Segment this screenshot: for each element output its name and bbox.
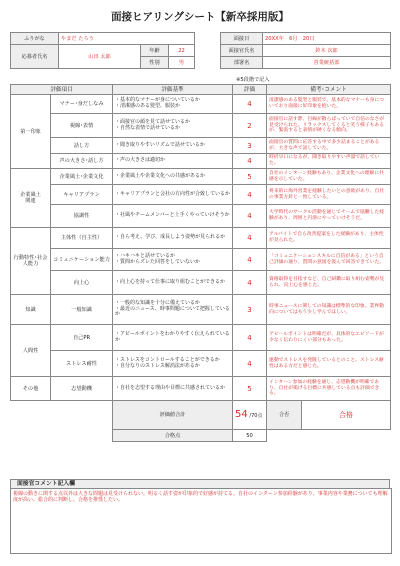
interviewer-value[interactable]: 鈴木 次郎 bbox=[263, 45, 391, 57]
comment-text[interactable]: 時事ニュースに関しての知識は標準的な印象。業界動向についてはもう少し学んでほしい。 bbox=[267, 295, 391, 325]
applicant-info-table bbox=[10, 32, 391, 69]
score-value[interactable]: 4 bbox=[233, 228, 267, 249]
criteria-text: ・ストレスをコントロールすることができるか ・自分なりのストレス解消法があるか bbox=[113, 351, 233, 377]
category-behavior: 行動特性･社会人能力 bbox=[11, 228, 51, 295]
header-comment: 備考･コメント bbox=[267, 85, 391, 95]
score-value[interactable]: 3 bbox=[233, 138, 267, 154]
comment-text[interactable]: 自社のインターン経験もあり、企業文化への理解に共感を示していた。 bbox=[267, 169, 391, 185]
comment-text[interactable]: 将来的に海外営業を経験したいとの意欲があり、自社の事業方針と一致している。 bbox=[267, 185, 391, 205]
criteria-text: ・アピールポイントをわかりやすく伝えられているか bbox=[113, 325, 233, 351]
comment-text[interactable]: 清潔感のある髪型と服装で、基本的なマナーも身についており面接に好印象を抱いた。 bbox=[267, 95, 391, 114]
result-table bbox=[267, 401, 390, 429]
header-item: 評価項目 bbox=[11, 85, 113, 95]
date-label: 面接日 bbox=[221, 33, 263, 45]
criteria-text: ・企業風土や企業文化への共感があるか bbox=[113, 169, 233, 185]
criteria-text: ・キャリアプランと会社の方向性が合致しているか bbox=[113, 185, 233, 205]
result-label: 合否 bbox=[267, 401, 302, 429]
comment-text[interactable]: 時折早口になるが、聞き取りやすい声量で話していた。 bbox=[267, 154, 391, 169]
criteria-text: ・聞き取りやすいリズムで話せているか bbox=[113, 138, 233, 154]
item-label: 主体性（自主性） bbox=[51, 228, 113, 249]
score-value[interactable]: 4 bbox=[233, 249, 267, 271]
score-value[interactable]: 4 bbox=[233, 95, 267, 114]
criteria-text: ・向上心を持って仕事に取り組むことができるか bbox=[113, 271, 233, 295]
comment-text[interactable]: 「コミュニケーションスキルに自信がある」という自己評価の通り、質問の意図を汲んで回答できていた。 bbox=[267, 249, 391, 271]
dept-label: 部署名 bbox=[221, 57, 263, 69]
category-knowledge: 知識 bbox=[11, 295, 51, 325]
score-value[interactable]: 4 bbox=[233, 185, 267, 205]
header-score: 評価 bbox=[233, 85, 267, 95]
comment-text[interactable]: インターン参加の経験を通じ、志望動機が明確であり、自社が掲げる目標に共感している点も評価できる。 bbox=[267, 377, 391, 401]
item-label: 協調性 bbox=[51, 205, 113, 228]
score-value[interactable]: 4 bbox=[233, 271, 267, 295]
item-label: マナー･身だしなみ bbox=[51, 95, 113, 114]
score-value[interactable]: 4 bbox=[233, 154, 267, 169]
category-personality: 人間性 bbox=[11, 325, 51, 377]
total-label: 評価値合計 bbox=[113, 401, 233, 430]
item-label: 視線･表情 bbox=[51, 114, 113, 138]
criteria-text: ・面接官の顔を見て話せているか ・自然な表情で話せているか bbox=[113, 114, 233, 138]
criteria-text: ・自ら考え、学び、成長しよう姿勢が見られるか bbox=[113, 228, 233, 249]
evaluation-table bbox=[10, 84, 391, 442]
criteria-text: ・ハキハキと話せているか ・質問からズレた回答をしていないか bbox=[113, 249, 233, 271]
comment-text[interactable]: 大学時代のサークル活動を通じてチームで協働した経験があり、周囲と円滑にやっていけそうだ。 bbox=[267, 205, 391, 228]
comment-text[interactable]: 資格取得を目指すなど、自己研鑽に取り組む姿勢が見られ、向上心を感じた。 bbox=[267, 271, 391, 295]
item-label: ストレス耐性 bbox=[51, 351, 113, 377]
gender-value[interactable]: 男 bbox=[169, 57, 195, 69]
memo-text[interactable]: 視線の動きに関する点以外は大きな問題は見受けられない。明るく話す姿が印象的で好感が持てる。自社のインターン参加経験があり、事業内容や業務についても理解度が高い。総合的に判断し、合格を推奨したい。 bbox=[10, 488, 392, 554]
header-criteria: 評価基準 bbox=[113, 85, 233, 95]
sheet-title: 面接ヒアリングシート【新卒採用版】 bbox=[111, 11, 289, 23]
furigana-value[interactable]: やまだ たろう bbox=[59, 33, 195, 45]
score-value[interactable]: 4 bbox=[233, 325, 267, 351]
item-label: 企業風土･企業文化 bbox=[51, 169, 113, 185]
memo-title: 面接官コメント記入欄 bbox=[10, 479, 390, 489]
total-max: /70点 bbox=[249, 412, 263, 419]
criteria-text: ・基本的なマナーが身についているか ・清潔感のある髪型、服装か bbox=[113, 95, 233, 114]
scale-note: ※5段階で記入 bbox=[236, 77, 270, 83]
item-label: キャリアプラン bbox=[51, 185, 113, 205]
criteria-text: ・社風やチームメンバーと上手くやっていけそうか bbox=[113, 205, 233, 228]
name-value[interactable]: 山田 太郎 bbox=[59, 45, 141, 69]
score-value[interactable]: 3 bbox=[233, 295, 267, 325]
furigana-label: ふりがな bbox=[11, 33, 59, 45]
criteria-text: ・一般的な知識を十分に備えているか ・最近のニュース、時事問題について把握しているか bbox=[113, 295, 233, 325]
age-label: 年齢 bbox=[141, 45, 169, 57]
dept-value[interactable]: 営業統括部 bbox=[263, 57, 391, 69]
category-other: その他 bbox=[11, 377, 51, 401]
pass-label: 合格点 bbox=[113, 430, 233, 442]
item-label: 自己PR bbox=[51, 325, 113, 351]
item-label: 一般知識 bbox=[51, 295, 113, 325]
score-value[interactable]: 5 bbox=[233, 377, 267, 401]
score-value[interactable]: 5 bbox=[233, 169, 267, 185]
date-value[interactable]: 20XX年 6月 20日 bbox=[263, 33, 391, 45]
pass-value: 50 bbox=[233, 430, 267, 442]
item-label: 向上心 bbox=[51, 271, 113, 295]
category-corporate-culture: 企業風土 関連 bbox=[11, 169, 51, 228]
category-first-impression: 第一印象 bbox=[11, 95, 51, 169]
gender-label: 性別 bbox=[141, 57, 169, 69]
age-value[interactable]: 22 bbox=[169, 45, 195, 57]
comment-text[interactable]: アピールポイントは明確だが、具体的なエピソードが少なく伝わりにくい部分もあった。 bbox=[267, 325, 391, 351]
total-score[interactable]: 54 bbox=[235, 408, 248, 420]
item-label: コミュニケーション能力 bbox=[51, 249, 113, 271]
interviewer-label: 面接官氏名 bbox=[221, 45, 263, 57]
comment-text[interactable]: 面接官の質問に応答する中で多少詰まることがあるが、大きな声で話していた。 bbox=[267, 138, 391, 154]
total-cell bbox=[233, 401, 267, 430]
result-value[interactable]: 合格 bbox=[339, 411, 354, 419]
result-cell bbox=[267, 401, 391, 430]
item-label: 志望動機 bbox=[51, 377, 113, 401]
criteria-text: ・声の大きさは適切か bbox=[113, 154, 233, 169]
comment-text[interactable]: アルバイトで自ら改善提案をした経験があり、主体性が見られた。 bbox=[267, 228, 391, 249]
score-value[interactable]: 2 bbox=[233, 114, 267, 138]
name-label: 応募者氏名 bbox=[11, 45, 59, 69]
score-value[interactable]: 4 bbox=[233, 205, 267, 228]
score-value[interactable]: 4 bbox=[233, 351, 267, 377]
criteria-text: ・自社を志望する理由や目標に共感されているか bbox=[113, 377, 233, 401]
item-label: 声の大きさ･話し方 bbox=[51, 154, 113, 169]
item-label: 話し方 bbox=[51, 138, 113, 154]
comment-text[interactable]: 面接官に話す際、目線が散らばっていて自信のなさが見受けられた。リラックスしてくると笑う様子もあるが、緊張すると表情が硬くなる傾向。 bbox=[267, 114, 391, 138]
comment-text[interactable]: 運動でストレスを発散しているとのこと。ストレス耐性はある方だと感じた。 bbox=[267, 351, 391, 377]
